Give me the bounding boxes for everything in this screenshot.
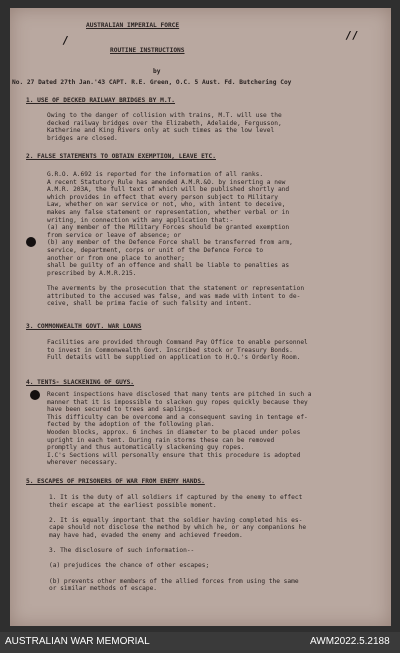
footer-institution: AUSTRALIAN WAR MEMORIAL bbox=[5, 636, 150, 647]
body-line: I.C's Sections will personally ensure that this procedure is adopted bbox=[47, 451, 301, 459]
footer-bar bbox=[0, 632, 400, 653]
body-line: (b) prevents other members of the allied forces from using the same bbox=[49, 577, 299, 585]
body-line: wherever necessary. bbox=[47, 459, 118, 467]
document-sheet bbox=[10, 8, 391, 626]
body-line: 1. It is the duty of all soldiers if captured by the enemy to effect bbox=[49, 494, 303, 501]
section-heading: 5. ESCAPES OF PRISONERS OF WAR FROM ENEMY HANDS. bbox=[26, 478, 205, 485]
body-line: The averments by the prosecution that the statement or representation bbox=[47, 285, 305, 292]
body-line: A recent Statutory Rule has amended A.M.R.&O. by inserting a new bbox=[47, 178, 286, 186]
body-line: have been secured to trees and saplings. bbox=[47, 406, 197, 414]
body-line: Law, whether on war service or not, who, with intent to deceive, bbox=[47, 201, 286, 209]
body-line: promptly and thus automatically slackening guy ropes. bbox=[47, 444, 245, 452]
body-line: from service or leave of absence; or bbox=[47, 231, 182, 239]
punch-hole-top bbox=[26, 237, 36, 247]
body-line: ceive, shall be prima facie of such falsity and intent. bbox=[47, 300, 252, 308]
body-line: decked railway bridges over the Elizabeth, Adelaide, Fergusson, bbox=[47, 119, 282, 127]
body-line: makes any false statement or representation, whether verbal or in bbox=[47, 209, 290, 216]
body-line: Wooden blocks, approx. 6 inches in diameter to be placed under poles bbox=[47, 429, 301, 436]
body-line: or similar methods of escape. bbox=[49, 585, 158, 593]
body-line: (b) any member of the Defence Force shall be transferred from arm, bbox=[47, 239, 293, 247]
body-line: Full details will be supplied on application to H.Q.'s Orderly Room. bbox=[47, 354, 301, 362]
issue-line: No. 27 Dated 27th Jan.'43 CAPT. R.E. Green, O.C. 5 Aust. Fd. Butchering Coy bbox=[12, 79, 292, 86]
section-heading: 2. FALSE STATEMENTS TO OBTAIN EXEMPTION, LEAVE ETC. bbox=[26, 153, 216, 160]
section-heading: 1. USE OF DECKED RAILWAY BRIDGES BY M.T. bbox=[26, 97, 176, 104]
body-line: may have had, evaded the enemy and achieved freedom. bbox=[49, 532, 243, 539]
ink-mark-left: / bbox=[62, 34, 69, 47]
body-line: prescribed by A.M.R.215. bbox=[47, 269, 137, 277]
body-line: A.M.R. 203A, the full text of which will be published shortly and bbox=[47, 186, 290, 194]
body-line: manner that it is impossible to slacken guy ropes quickly because they bbox=[47, 398, 308, 406]
body-line: which provides in effect that every person subject to Military bbox=[47, 193, 278, 201]
body-line: upright in each tent. During rain storms these can be removed bbox=[47, 436, 275, 444]
body-line: Owing to the danger of collision with trains, M.T. will use the bbox=[47, 112, 282, 119]
body-line: Katherine and King Rivers only at such times as the low level bbox=[47, 127, 275, 135]
body-line: another or from one place to another; bbox=[47, 254, 185, 262]
body-line: attributed to the accused was false, and was made with intent to de- bbox=[47, 292, 301, 300]
ink-mark-right: // bbox=[345, 29, 359, 42]
body-line: (a) prejudices the chance of other escapes; bbox=[49, 562, 210, 570]
body-line: 2. It is equally important that the soldier having completed his es- bbox=[49, 516, 303, 524]
body-line: Facilities are provided through Command Pay Office to enable personnel bbox=[47, 339, 308, 346]
body-line: This difficulty can be overcome and a consequent saving in tentage ef- bbox=[47, 413, 308, 421]
section-heading: 3. COMMONWEALTH GOVT. WAR LOANS bbox=[26, 323, 142, 330]
body-line: 3. The disclosure of such information-- bbox=[49, 547, 195, 555]
body-line: G.R.O. A.692 is reported for the information of all ranks. bbox=[47, 171, 264, 178]
body-line: cape should not disclose the method by which he, or any companions he bbox=[49, 524, 307, 532]
body-line: their escape at the earliest possible moment. bbox=[49, 501, 217, 509]
section-heading: 4. TENTS- SLACKENING OF GUYS. bbox=[26, 379, 135, 386]
body-line: writing, in connection with any application that:- bbox=[47, 216, 234, 224]
title-by: by bbox=[153, 68, 161, 75]
footer-accession-number: AWM2022.5.2188 bbox=[310, 636, 390, 647]
body-line: (a) any member of the Military Forces should be granted exemption bbox=[47, 224, 290, 232]
body-line: fected by the adoption of the following plan. bbox=[47, 421, 215, 429]
title-line-1: AUSTRALIAN IMPERIAL FORCE bbox=[86, 22, 180, 29]
body-line: bridges are closed. bbox=[47, 134, 118, 142]
body-line: service, department, corps or unit of the Defence Force to bbox=[47, 247, 264, 254]
body-line: to invest in Commonwealth Govt. Inscribed stock or Treasury Bonds. bbox=[47, 346, 293, 354]
body-line: shall be guilty of an offence and shall be liable to penalties as bbox=[47, 262, 290, 270]
title-line-2: ROUTINE INSTRUCTIONS bbox=[110, 47, 185, 54]
body-line: Recent inspections have disclosed that many tents are pitched in such a bbox=[47, 391, 312, 398]
punch-hole-bottom bbox=[30, 390, 40, 400]
